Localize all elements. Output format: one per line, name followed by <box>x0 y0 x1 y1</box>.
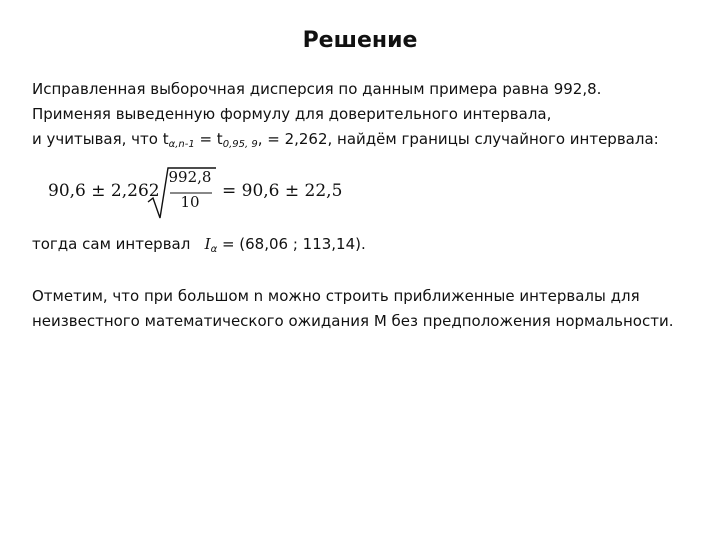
line3-mid: = t <box>194 130 223 148</box>
slide-title: Решение <box>302 28 418 53</box>
note-line-2: неизвестного математического ожидания M без предположения нормальности. <box>32 312 674 330</box>
interval-result <box>32 232 692 262</box>
paragraph-line-3 <box>32 127 692 157</box>
result-post: = (68,06 ; 113,14). <box>217 235 366 253</box>
formula-left: 90,6 ± 2,262 <box>48 181 160 201</box>
fraction-numerator: 992,8 <box>168 168 212 186</box>
solution-paragraph <box>32 77 692 157</box>
formula-right: = 90,6 ± 22,5 <box>222 181 343 201</box>
line3-post: , = 2,262, найдём границы случайного интервала: <box>257 130 659 148</box>
interval-subscript: α <box>210 244 218 255</box>
t-subscript-1: α,n-1 <box>168 139 195 150</box>
interval-formula <box>48 166 348 222</box>
interval-symbol: I <box>204 235 211 253</box>
fraction-denominator: 10 <box>180 193 200 211</box>
note-paragraph <box>32 284 692 334</box>
line3-pre: и учитывая, что t <box>32 130 169 148</box>
paragraph-line-2: Применяя выведенную формулу для доверительного интервала, <box>32 105 552 123</box>
t-subscript-2: 0,95, 9 <box>222 139 258 150</box>
paragraph-line-1: Исправленная выборочная дисперсия по данным примера равна 992,8. <box>32 80 602 98</box>
result-pre: тогда сам интервал <box>32 235 191 253</box>
note-line-1: Отметим, что при большом n можно строить приближенные интервалы для <box>32 287 640 305</box>
